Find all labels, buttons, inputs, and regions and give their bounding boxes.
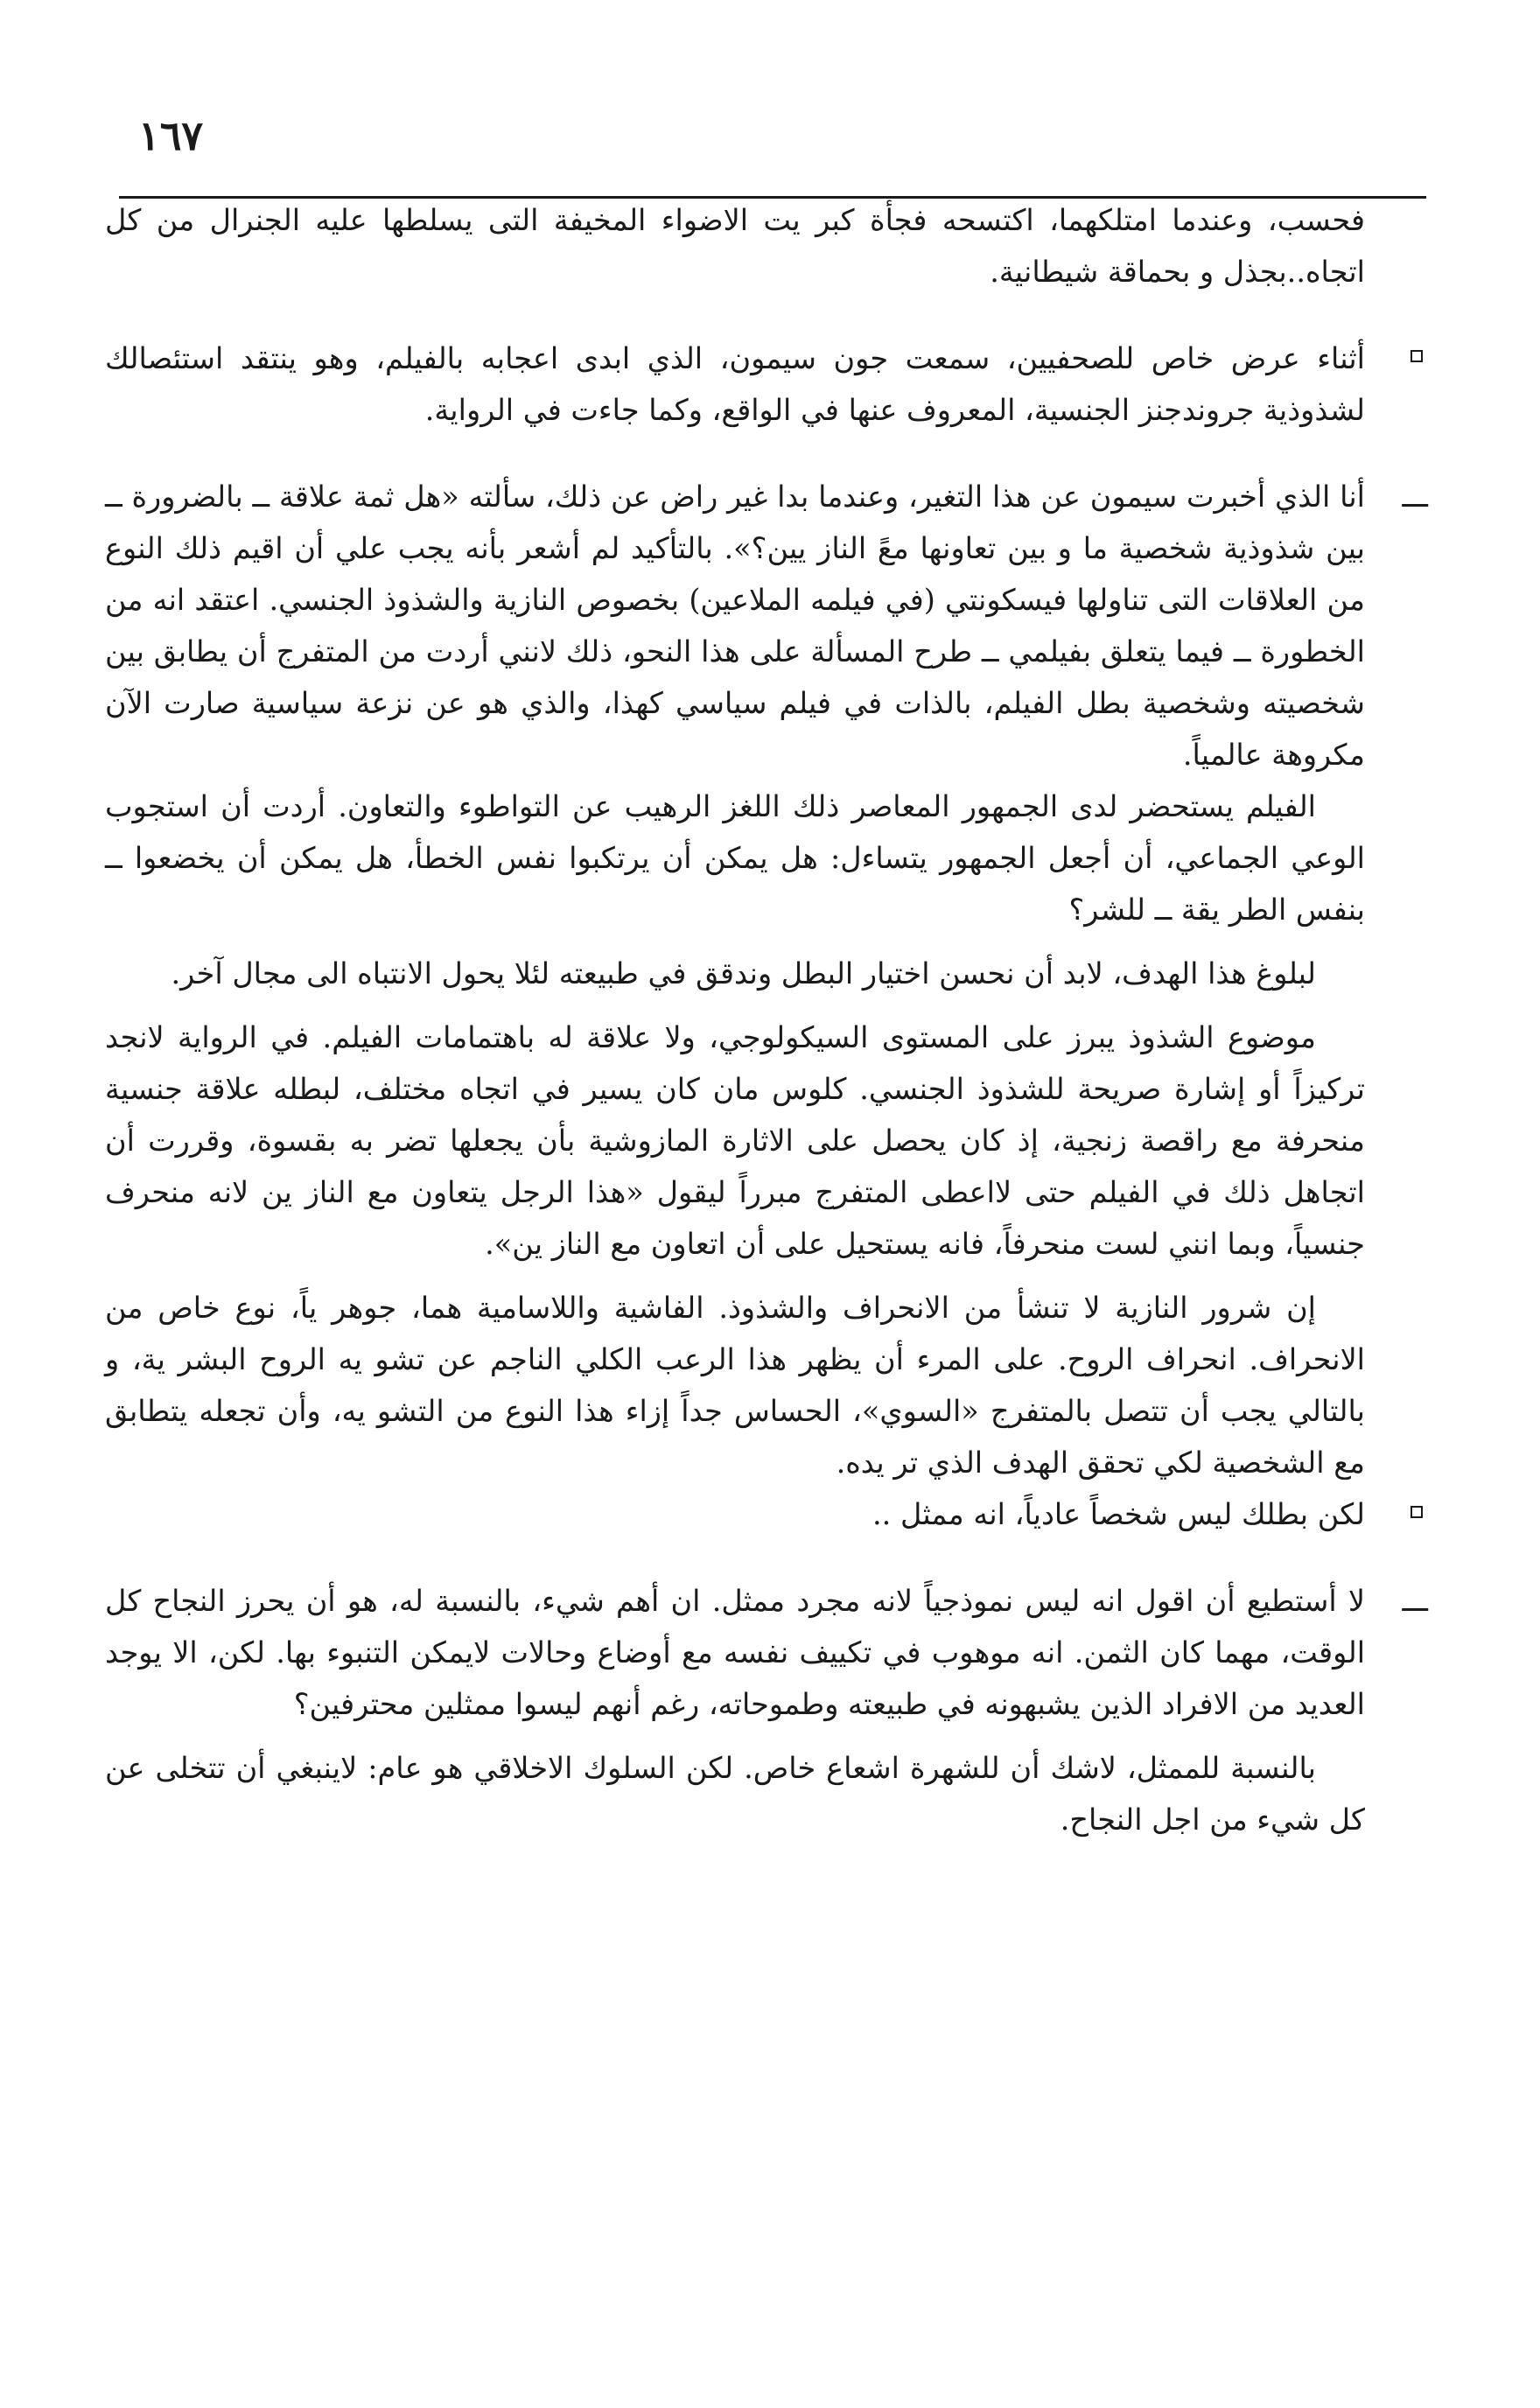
paragraph-text: فحسب، وعندما امتلكهما، اكتسحه فجأة كبر يت الاضواء المخيفة التى يسلطها عليه الجنرال من كل اتجاه..بجذل و بحماقة شيطانية. [105,203,1365,289]
paragraph-text: بالنسبة للممثل، لاشك أن للشهرة اشعاع خاص. لكن السلوك الاخلاقي هو عام: لاينبغي أن تتخلى عن كل شيء من اجل النجاح. [105,1751,1365,1837]
question-box-icon [1410,350,1423,362]
paragraph-indent [105,1012,1365,1270]
paragraph-text: لا أستطيع أن اقول انه ليس نموذجياً لانه مجرد ممثل. ان أهم شيء، بالنسبة له، هو أن يحرز النجاح كل الوقت، مهما كان الثمن. انه موهوب في تكييف نفسه مع أوضاع وحالات لايمكن التنبوء بها. لكن، الا يوجد العديد من الافراد الذين يشبهونه في طبيعته وطموحاته، رغم أنهم ليسوا ممثلين محترفين؟ [105,1584,1365,1721]
paragraph-text: أثناء عرض خاص للصحفيين، سمعت جون سيمون، الذي ابدى اعجابه بالفيلم، وهو ينتقد استئصالك لشذوذية جروندجنز الجنسية، المعروف عنها في الواقع، وكما جاءت في الرواية. [105,341,1365,427]
paragraph-text: أنا الذي أخبرت سيمون عن هذا التغير، وعندما بدا غير راض عن ذلك، سألته «هل ثمة علاقة ــ بالضرورة ــ بين شذوذية شخصية ما و بين تعاونها معً الناز يين؟». بالتأكيد لم أشعر بأنه يجب علي أن اقيم ذلك النوع من العلاقات التى تناولها فيسكونتي (في فيلمه الملاعين) بخصوص النازية والشذوذ الجنسي. اعتقد انه من الخطورة ــ فيما يتعلق بفيلمي ــ طرح المسألة على هذا النحو، ذلك لانني أردت من المتفرج أن يطابق بين شخصيته وشخصية بطل الفيلم، بالذات في فيلم سياسي كهذا، والذي هو عن نزعة سياسية صارت الآن مكروهة عالمياً. [105,480,1365,772]
paragraph-text: لبلوغ هذا الهدف، لابد أن نحسن اختيار البطل وندقق في طبيعته لئلا يحول الانتباه الى مجال آخر. [171,956,1316,990]
paragraph-indent [105,1282,1365,1488]
paragraph-answer [105,1575,1428,1730]
question-box-icon [1410,1506,1423,1518]
paragraph-answer [105,471,1428,780]
paragraph-text: لكن بطلك ليس شخصاً عادياً، انه ممثل .. [872,1497,1365,1531]
paragraph-question [105,1488,1365,1540]
paragraph-indent [105,948,1365,999]
paragraph-continuation [105,194,1365,298]
page-number: ١٦٧ [138,112,204,159]
paragraph-indent [105,1742,1365,1845]
answer-dash: ـــ [1402,1584,1428,1618]
paragraph-indent [105,780,1365,935]
paragraph-text: إن شرور النازية لا تنشأ من الانحراف والشذوذ. الفاشية واللاسامية هما، جوهر ياً، نوع خاص من الانحراف. انحراف الروح. على المرء أن يظهر هذا الرعب الكلي الناجم عن تشو يه الروح البشر ية، و بالتالي يجب أن تتصل بالمتفرج «السوي»، الحساس جداً إزاء هذا النوع من التشو يه، وأن تجعله يتطابق مع الشخصية لكي تحقق الهدف الذي تر يده. [105,1291,1365,1480]
paragraph-text: موضوع الشذوذ يبرز على المستوى السيكولوجي، ولا علاقة له باهتمامات الفيلم. في الرواية لانجد تركيزاً أو إشارة صريحة للشذوذ الجنسي. كلوس مان كان يسير في اتجاه مختلف، لبطله علاقة جنسية منحرفة مع راقصة زنجية، إذ كان يحصل على الاثارة المازوشية بأن يجعلها تضر به بقسوة، وقررت أن اتجاهل ذلك في الفيلم حتى لااعطى المتفرج مبرراً ليقول «هذا الرجل يتعاون مع الناز ين لانه منحرف جنسياً، وبما انني لست منحرفاً، فانه يستحيل على أن اتعاون مع الناز ين». [105,1020,1365,1261]
paragraph-text: الفيلم يستحضر لدى الجمهور المعاصر ذلك اللغز الرهيب عن التواطوء والتعاون. أردت أن استجوب الوعي الجماعي، أن أجعل الجمهور يتساءل: هل يمكن أن يرتكبوا نفس الخطأ، هل يمكن أن يخضعوا ــ بنفس الطر يقة ــ للشر؟ [105,789,1365,927]
page-body [105,194,1428,1845]
answer-dash: ـــ [1402,480,1428,514]
paragraph-question [105,332,1365,436]
